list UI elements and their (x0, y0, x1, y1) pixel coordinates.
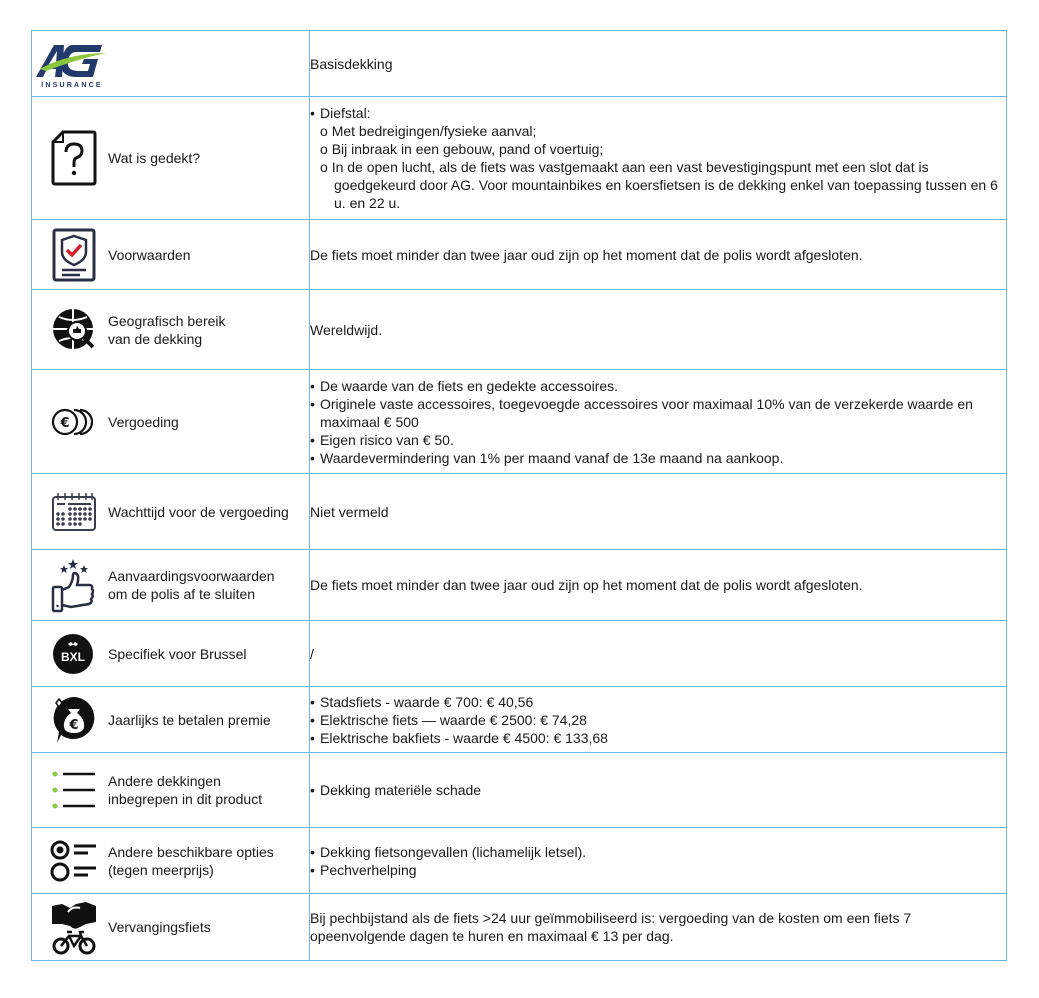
table-row (32, 97, 1007, 220)
list-item: • Dekking fietsongevallen (lichamelijk letsel). (310, 843, 1006, 861)
row-content: De fiets moet minder dan twee jaar oud zijn op het moment dat de polis wordt afgesloten. (310, 220, 1007, 290)
table-row (32, 474, 1007, 550)
table-row (32, 687, 1007, 753)
sub-list-item: o In de open lucht, als de fiets was vastgemaakt aan een vast bevestigingspunt met een slot dat is goedgekeurd door AG. Voor mountainbikes en koersfietsen is de dekking enkel van toepassing tussen en 6 u. en 22 u. (320, 159, 998, 211)
row-label: Wachttijd voor de vergoeding (108, 503, 289, 520)
calendar-icon (50, 486, 98, 538)
list-item: • Pechverhelping (310, 861, 1006, 879)
table-row (32, 753, 1007, 828)
euro-coins-icon (50, 396, 98, 448)
coverage-table (31, 30, 1007, 961)
list-item: • Waardevermindering van 1% per maand vanaf de 13e maand na aankoop. (310, 449, 1006, 467)
table-row (32, 370, 1007, 474)
options-list (310, 843, 1006, 879)
list-item: • Elektrische fiets — waarde € 2500: € 74,28 (310, 711, 1006, 729)
included-coverage-list (310, 781, 1006, 799)
table-row (32, 290, 1007, 370)
sub-list-item: o Met bedreigingen/fysieke aanval; (320, 123, 537, 139)
svg-text:€: € (69, 717, 79, 733)
row-label: Wat is gedekt? (108, 150, 201, 166)
svg-text:BXL: BXL (61, 649, 85, 664)
money-bag-euro-icon (50, 694, 98, 746)
coverage-list (310, 104, 1006, 122)
coverage-sublist (310, 122, 1006, 212)
svg-text:€: € (60, 415, 70, 431)
list-item: • Eigen risico van € 50. (310, 431, 1006, 449)
premium-list (310, 693, 1006, 747)
row-content: / (310, 621, 1007, 687)
list-item: • De waarde van de fiets en gedekte accessoires. (310, 377, 1006, 395)
row-label: Andere dekkingen inbegrepen in dit product (108, 773, 263, 807)
shield-check-document-icon (50, 229, 98, 281)
table-row (32, 550, 1007, 621)
row-content: Wereldwijd. (310, 290, 1007, 370)
row-label: Andere beschikbare opties (tegen meerprijs) (108, 843, 274, 878)
row-content: Bij pechbijstand als de fiets >24 uur geïmmobiliseerd is: vergoeding van de kosten om een fiets 7 opeenvolgende dagen te huren en maximaal € 13 per dag. (310, 894, 1007, 961)
ag-logo-icon (32, 39, 112, 89)
table-row (32, 621, 1007, 687)
header-title: Basisdekking (310, 31, 1007, 97)
table-row (32, 220, 1007, 290)
row-label: Vergoeding (108, 413, 179, 430)
table-row (32, 894, 1007, 961)
list-item: • Dekking materiële schade (310, 781, 1006, 799)
row-label: Aanvaardingsvoorwaarden om de polis af te sluiten (108, 568, 275, 602)
row-content: De fiets moet minder dan twee jaar oud zijn op het moment dat de polis wordt afgesloten. (310, 550, 1007, 621)
table-row (32, 828, 1007, 894)
sub-list-item: o Bij inbraak in een gebouw, pand of voertuig; (320, 141, 604, 157)
row-label: Geografisch bereik van de dekking (108, 312, 226, 347)
logo-cell (32, 31, 310, 97)
svg-text:INSURANCE: INSURANCE (41, 81, 103, 89)
bxl-badge-icon (50, 628, 98, 680)
handshake-bicycle-icon (50, 901, 98, 953)
list-item: • Originele vaste accessoires, toegevoegde accessoires voor maximaal 10% van de verzekerde waarde en maximaal € 500 (310, 395, 1006, 431)
radio-options-icon (50, 835, 98, 887)
compensation-list (310, 377, 1006, 467)
row-content: Niet vermeld (310, 474, 1007, 550)
table-row-header (32, 31, 1007, 97)
row-label: Voorwaarden (108, 246, 191, 263)
thumbs-up-stars-icon (50, 559, 98, 611)
question-document-icon (50, 132, 98, 184)
row-label: Vervangingsfiets (108, 919, 211, 935)
bullet-list-icon (50, 764, 98, 816)
ag-insurance-logo (32, 39, 112, 89)
list-item: • Diefstal: (310, 104, 1006, 122)
row-label: Jaarlijks te betalen premie (108, 711, 271, 728)
list-item: • Elektrische bakfiets - waarde € 4500: € 133,68 (310, 729, 1006, 747)
globe-search-icon (50, 304, 98, 356)
row-label: Specifiek voor Brussel (108, 645, 247, 662)
list-item: • Stadsfiets - waarde € 700: € 40,56 (310, 693, 1006, 711)
